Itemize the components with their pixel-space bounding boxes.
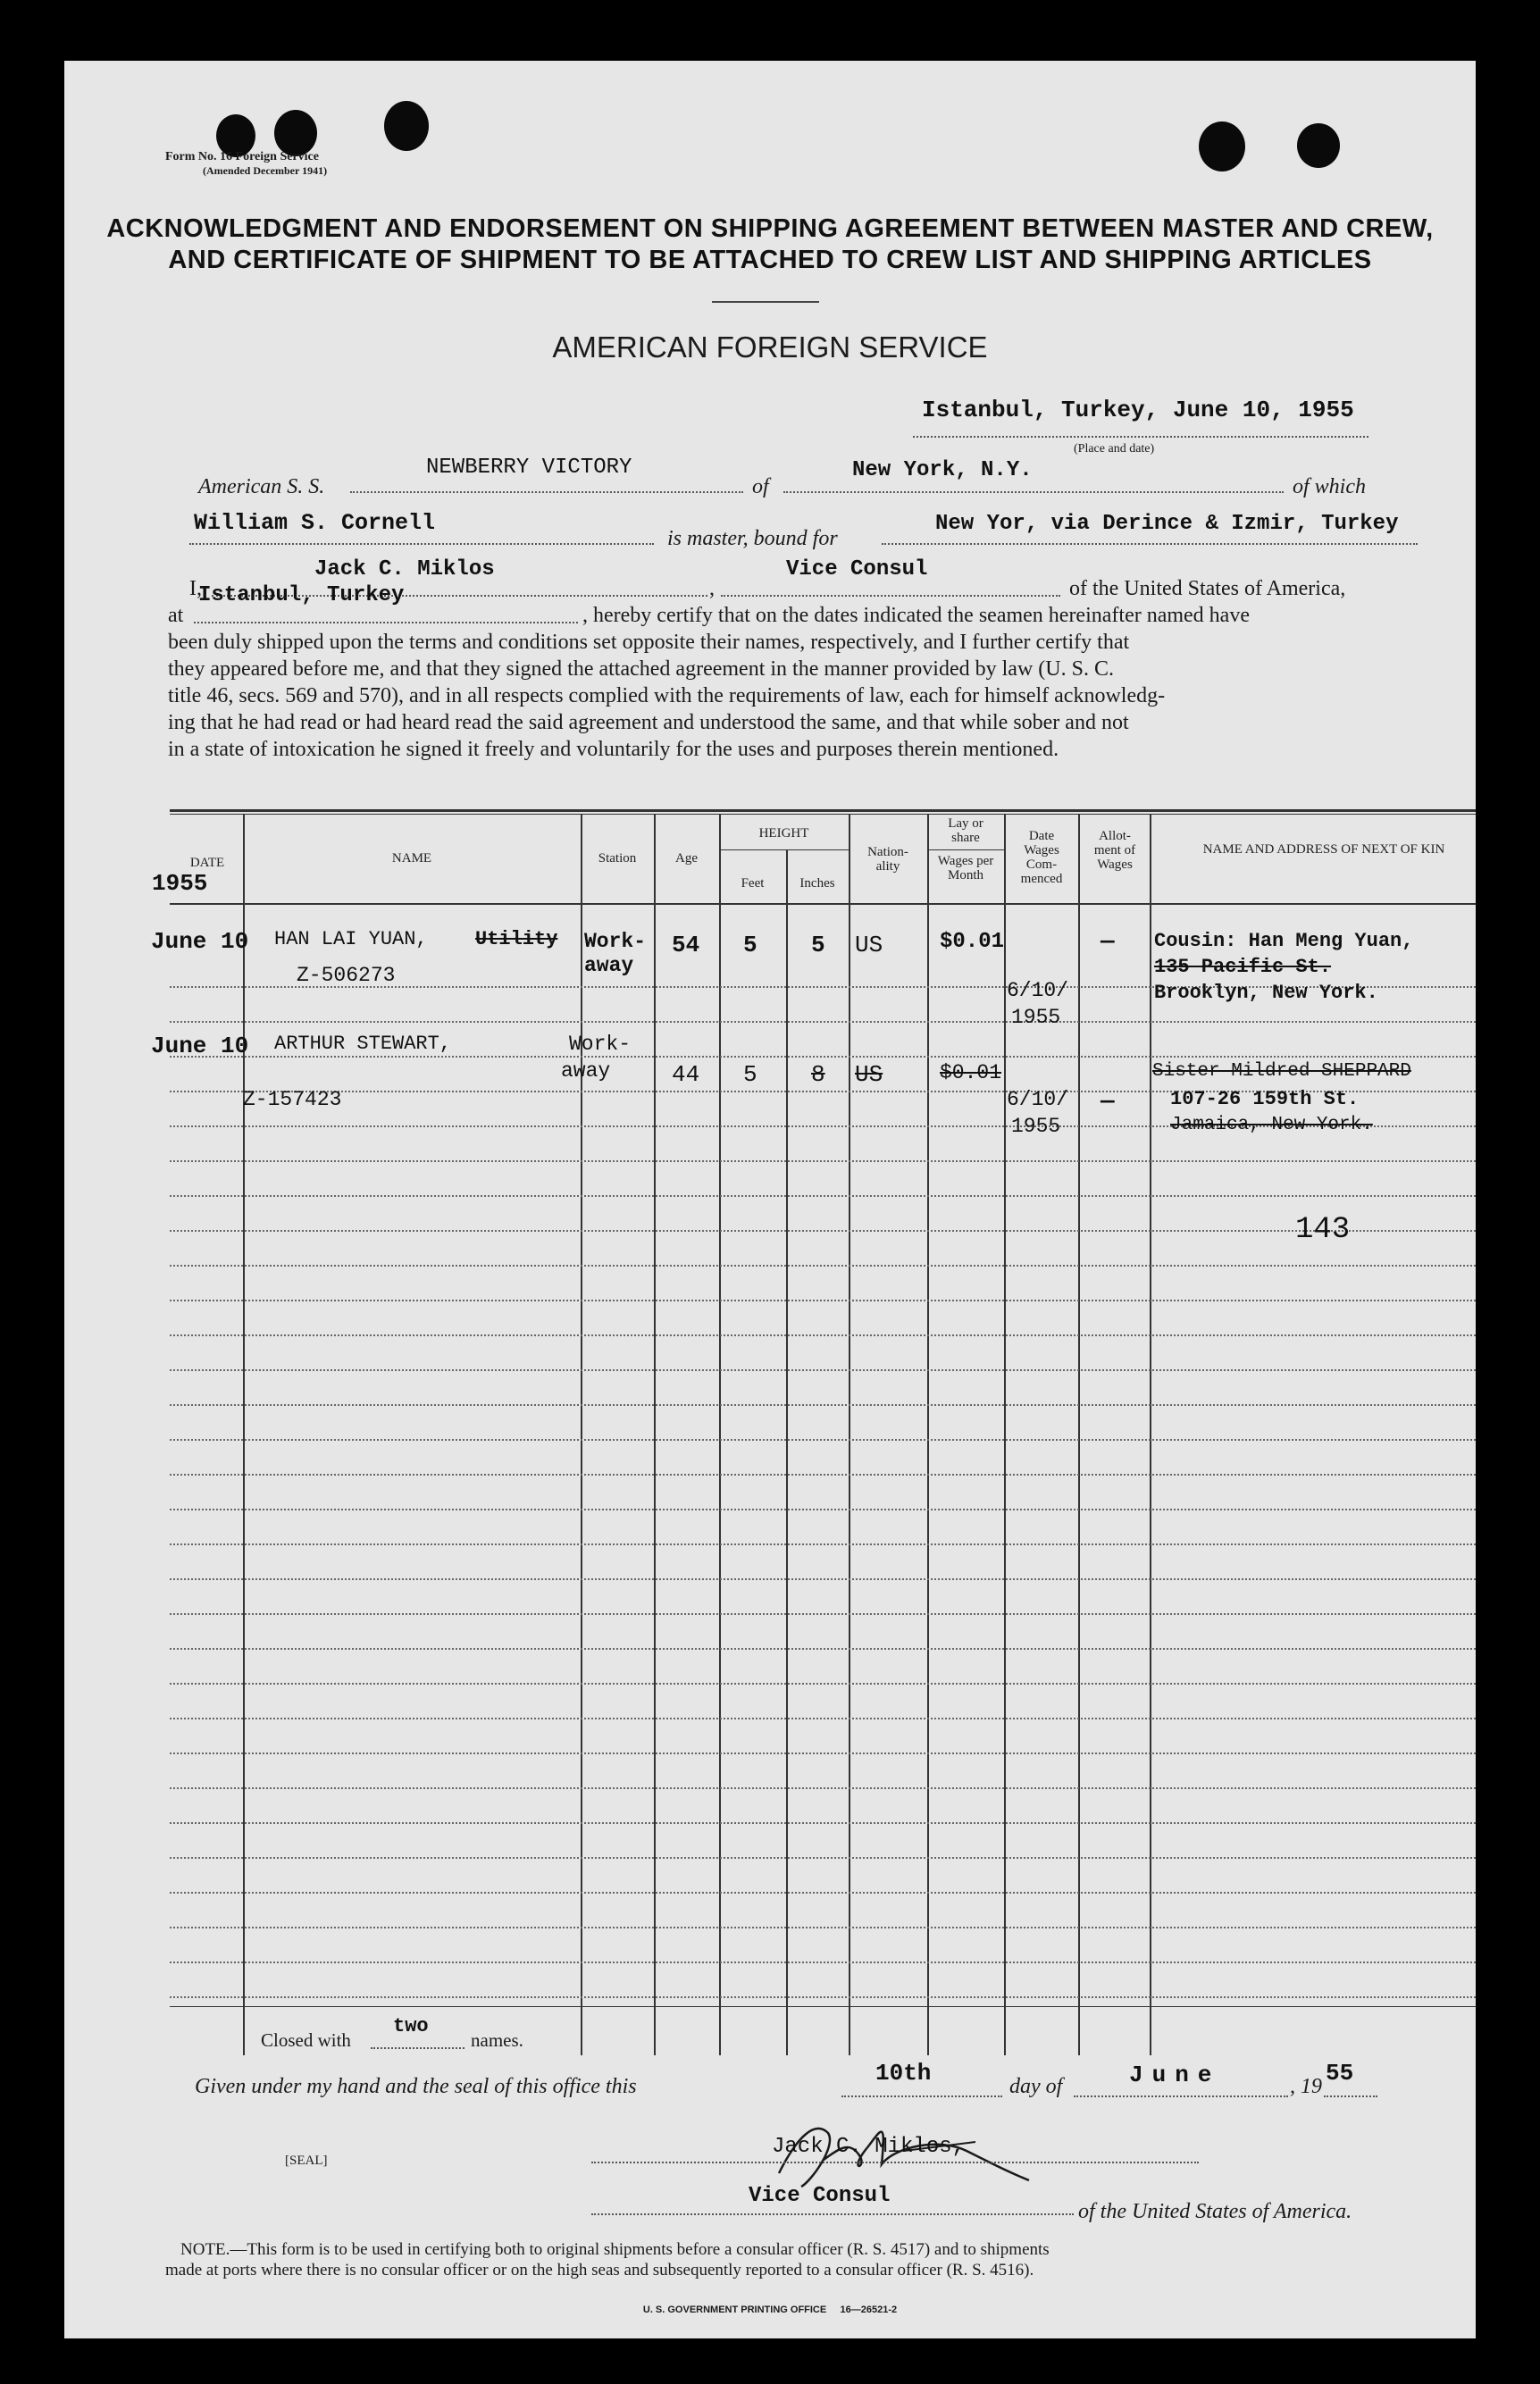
table-row-line bbox=[170, 1927, 1476, 1928]
table-row-line bbox=[170, 1996, 1476, 1998]
table-row-line bbox=[170, 1230, 1476, 1232]
row2-kin-3: Jamaica, New York. bbox=[1170, 1115, 1373, 1135]
master-destination: New Yor, via Derince & Izmir, Turkey bbox=[935, 512, 1399, 536]
officer-title: Vice Consul bbox=[786, 557, 928, 581]
table-row-line bbox=[170, 1265, 1476, 1267]
given-text: Given under my hand and the seal of this office this bbox=[195, 2075, 637, 2098]
table-row-line bbox=[170, 1439, 1476, 1441]
table-row-line bbox=[170, 1718, 1476, 1719]
row2-nationality: US bbox=[855, 1061, 883, 1088]
col-divider bbox=[1150, 814, 1151, 2055]
punch-hole bbox=[1297, 123, 1340, 168]
row1-kin-1: Cousin: Han Meng Yuan, bbox=[1154, 930, 1414, 952]
row2-station-1: Work- bbox=[569, 1033, 632, 1056]
header-inches: Inches bbox=[799, 876, 835, 891]
col-divider bbox=[654, 814, 656, 2055]
form-sheet bbox=[64, 61, 1476, 2338]
bound-for-label: is master, bound for bbox=[667, 527, 838, 550]
signature-name: Jack C. Miklos, bbox=[772, 2135, 966, 2159]
row1-feet: 5 bbox=[743, 932, 757, 958]
given-day-line bbox=[841, 2095, 1002, 2097]
certification-line-3: they appeared before me, and that they signed the attached agreement in the manner provided by law (U. S. C. bbox=[168, 657, 1114, 681]
title-line-2: AND CERTIFICATE OF SHIPMENT TO BE ATTACHED TO CREW LIST AND SHIPPING ARTICLES bbox=[168, 246, 1372, 274]
row1-struck-rating: Utility bbox=[475, 928, 558, 950]
row1-name: HAN LAI YUAN, bbox=[274, 928, 428, 950]
row2-inches: 8 bbox=[811, 1061, 825, 1088]
signature-line bbox=[591, 2162, 1199, 2163]
place-date-caption: (Place and date) bbox=[1074, 442, 1155, 456]
given-year-prefix: , 19 bbox=[1290, 2075, 1322, 2098]
table-row-line bbox=[170, 1648, 1476, 1650]
certification-line-2: been duly shipped upon the terms and conditions set opposite their names, respectively, and I further certify that bbox=[168, 631, 1130, 654]
col-divider bbox=[719, 814, 721, 2055]
vessel-prefix: American S. S. bbox=[198, 475, 325, 498]
closed-count: two bbox=[393, 2015, 429, 2037]
header-height: HEIGHT bbox=[758, 826, 809, 841]
table-row-line bbox=[170, 1543, 1476, 1545]
header-feet: Feet bbox=[741, 876, 765, 891]
table-row-line bbox=[170, 1056, 1476, 1058]
header-station: Station bbox=[598, 851, 637, 866]
table-row-line bbox=[170, 1822, 1476, 1824]
table-bottom-rule bbox=[170, 2006, 1476, 2007]
header-lay-share: Lay or share bbox=[948, 816, 983, 845]
destination-line bbox=[882, 543, 1418, 545]
row2-date: June 10 bbox=[151, 1033, 249, 1059]
row1-inches: 5 bbox=[811, 932, 825, 958]
vessel-of-label: of bbox=[752, 475, 769, 498]
row2-z-number: Z-157423 bbox=[243, 1088, 342, 1111]
i-label: I, bbox=[189, 577, 202, 600]
row2-allotment: — bbox=[1101, 1088, 1115, 1115]
table-row-line bbox=[170, 1300, 1476, 1301]
certification-line-4: title 46, secs. 569 and 570), and in all respects complied with the requirements of law, each for himself acknowledg- bbox=[168, 684, 1166, 707]
col-divider bbox=[1004, 814, 1006, 2055]
col-divider bbox=[849, 814, 850, 2055]
service-heading: AMERICAN FOREIGN SERVICE bbox=[552, 330, 988, 364]
given-month: June bbox=[1129, 2062, 1221, 2088]
at-label: at bbox=[168, 604, 184, 627]
row1-z-number: Z-506273 bbox=[297, 964, 396, 987]
row2-age: 44 bbox=[672, 1061, 700, 1088]
note-line-1: NOTE.—This form is to be used in certifying both to original shipments before a consular officer (R. S. 4517) and to shipments bbox=[180, 2240, 1050, 2259]
row2-date-commenced-1: 6/10/ bbox=[1007, 1088, 1069, 1111]
title-divider bbox=[712, 301, 819, 303]
table-row-line bbox=[170, 1962, 1476, 1963]
officer-place: Istanbul, Turkey bbox=[198, 583, 405, 607]
printing-footer: U. S. GOVERNMENT PRINTING OFFICE 16—26521-2 bbox=[642, 2305, 898, 2315]
header-wages: Wages per Month bbox=[937, 854, 994, 882]
officer-place-line bbox=[194, 622, 578, 623]
row2-kin-1: Sister Mildred SHEPPARD bbox=[1152, 1061, 1411, 1082]
row2-feet: 5 bbox=[743, 1061, 757, 1088]
given-year: 55 bbox=[1326, 2060, 1354, 2087]
table-row-line bbox=[170, 1857, 1476, 1859]
row1-wages: $0.01 bbox=[940, 930, 1005, 954]
given-year-line bbox=[1324, 2095, 1377, 2097]
seal-label: [SEAL] bbox=[285, 2154, 328, 2168]
title-line-1: ACKNOWLEDGMENT AND ENDORSEMENT ON SHIPPING AGREEMENT BETWEEN MASTER AND CREW, bbox=[106, 214, 1434, 243]
officer-name: Jack C. Miklos bbox=[314, 557, 495, 581]
col-divider bbox=[927, 814, 929, 2055]
place-date-value: Istanbul, Turkey, June 10, 1955 bbox=[922, 397, 1354, 423]
signature-of-us: of the United States of America. bbox=[1078, 2200, 1352, 2223]
of-us-label: of the United States of America, bbox=[1069, 577, 1346, 600]
names-label: names. bbox=[471, 2029, 523, 2051]
row1-nationality: US bbox=[855, 932, 883, 958]
header-date: DATE bbox=[189, 856, 225, 870]
row1-date: June 10 bbox=[151, 928, 249, 955]
table-row-line bbox=[170, 1613, 1476, 1615]
officer-comma: , bbox=[709, 577, 715, 600]
col-divider bbox=[243, 814, 245, 2055]
header-allotment: Allot- ment of Wages bbox=[1093, 829, 1136, 872]
table-top-rule-thin bbox=[170, 814, 1476, 815]
header-name: NAME bbox=[391, 851, 432, 866]
signature-title: Vice Consul bbox=[749, 2184, 891, 2208]
table-row-line bbox=[170, 1578, 1476, 1580]
table-row-line bbox=[170, 1404, 1476, 1406]
table-row-line bbox=[170, 1334, 1476, 1336]
closed-with-label: Closed with bbox=[261, 2029, 351, 2051]
table-top-rule bbox=[170, 809, 1476, 812]
master-name: William S. Cornell bbox=[194, 510, 436, 536]
row1-date-commenced-2: 1955 bbox=[1011, 1006, 1061, 1029]
row1-allotment: — bbox=[1101, 928, 1115, 955]
table-row-line bbox=[170, 1787, 1476, 1789]
row2-date-commenced-2: 1955 bbox=[1011, 1115, 1061, 1138]
row1-kin-3: Brooklyn, New York. bbox=[1154, 982, 1378, 1004]
row2-station-2: away bbox=[561, 1059, 611, 1083]
table-row-line bbox=[170, 1160, 1476, 1162]
table-row-line bbox=[170, 1474, 1476, 1476]
form-revision: (Amended December 1941) bbox=[203, 164, 328, 177]
height-sub-rule bbox=[719, 849, 849, 850]
vessel-port-line bbox=[783, 491, 1284, 493]
table-row-line bbox=[170, 1021, 1476, 1023]
table-row-line bbox=[170, 1752, 1476, 1754]
header-year: 1955 bbox=[152, 870, 208, 897]
page-number: 143 bbox=[1295, 1213, 1351, 1247]
form-number: Form No. 16 Foreign Service bbox=[165, 150, 319, 163]
col-divider bbox=[1078, 814, 1080, 2055]
row2-wages: $0.01 bbox=[940, 1061, 1002, 1084]
table-row-line bbox=[170, 1195, 1476, 1197]
header-date-wages: Date Wages Com- menced bbox=[1020, 829, 1063, 886]
of-which-label: of which bbox=[1293, 475, 1366, 498]
vessel-home-port: New York, N.Y. bbox=[852, 458, 1033, 482]
vessel-name: NEWBERRY VICTORY bbox=[426, 456, 632, 480]
given-day-label: day of bbox=[1009, 2075, 1063, 2098]
row2-name: ARTHUR STEWART, bbox=[274, 1033, 452, 1055]
lay-sub-rule bbox=[927, 849, 1004, 850]
col-divider bbox=[786, 849, 788, 2055]
header-age: Age bbox=[675, 851, 698, 866]
given-day: 10th bbox=[875, 2060, 932, 2087]
punch-hole bbox=[1199, 121, 1245, 171]
closed-count-line bbox=[371, 2047, 465, 2049]
place-date-line bbox=[913, 436, 1368, 438]
row1-kin-2: 135 Pacific St. bbox=[1154, 956, 1332, 978]
certification-line-6: in a state of intoxication he signed it freely and voluntarily for the uses and purposes therein mentioned. bbox=[168, 738, 1059, 761]
row2-kin-2: 107-26 159th St. bbox=[1170, 1088, 1360, 1110]
table-row-line bbox=[170, 1892, 1476, 1894]
title-line bbox=[591, 2213, 1074, 2215]
certification-line-5: ing that he had read or had heard read the said agreement and understood the same, and that while sober and not bbox=[168, 711, 1129, 734]
officer-title-line bbox=[721, 595, 1060, 597]
row1-station-1: Work- bbox=[584, 930, 647, 953]
row1-station-2: away bbox=[584, 954, 634, 977]
table-row-line bbox=[170, 1509, 1476, 1510]
table-row-line bbox=[170, 1683, 1476, 1685]
header-nationality: Nation- ality bbox=[867, 845, 908, 874]
master-name-line bbox=[189, 543, 654, 545]
row1-age: 54 bbox=[672, 932, 700, 958]
punch-hole bbox=[384, 101, 429, 151]
given-month-line bbox=[1074, 2095, 1288, 2097]
table-header-rule bbox=[170, 903, 1476, 905]
table-row-line bbox=[170, 1369, 1476, 1371]
vessel-name-line bbox=[350, 491, 743, 493]
note-line-2: made at ports where there is no consular officer or on the high seas and subsequently reported to a consular officer (R. S. 4516). bbox=[165, 2261, 1034, 2279]
certification-line-1: , hereby certify that on the dates indicated the seamen hereinafter named have bbox=[582, 604, 1250, 627]
row1-date-commenced-1: 6/10/ bbox=[1007, 979, 1069, 1002]
header-kin: NAME AND ADDRESS OF NEXT OF KIN bbox=[1202, 842, 1445, 857]
col-divider bbox=[581, 814, 582, 2055]
